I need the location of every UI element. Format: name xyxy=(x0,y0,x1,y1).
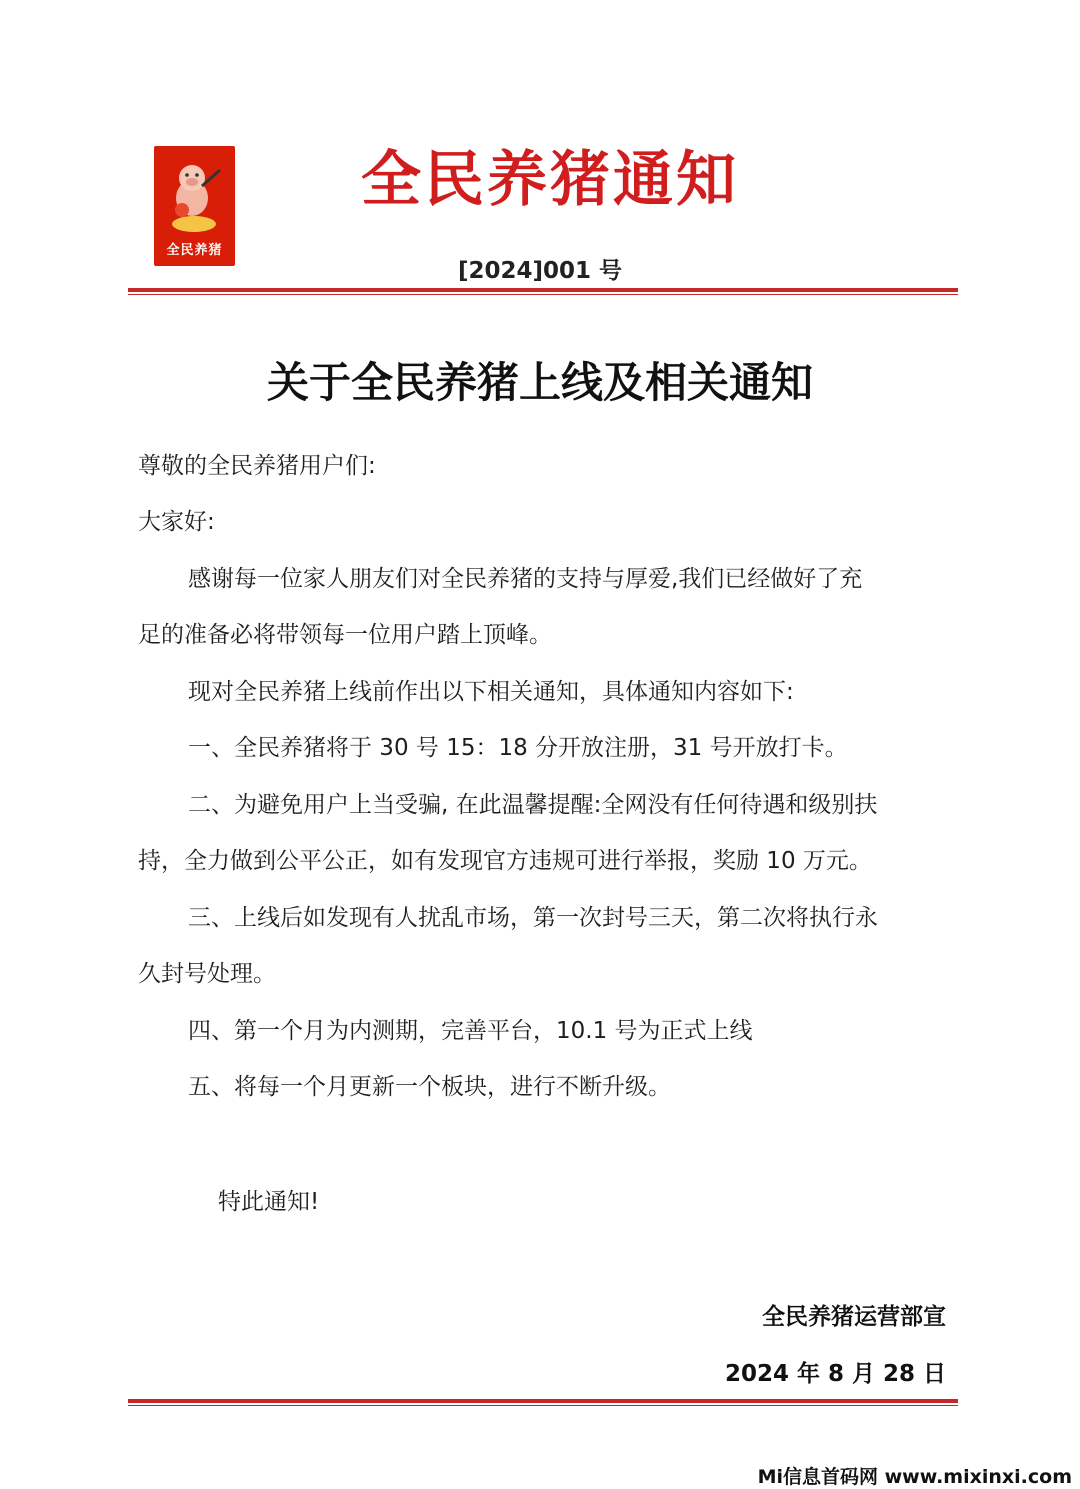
watermark: Mi信息首码网 www.mixinxi.com xyxy=(757,1466,1072,1488)
paragraph-line: 久封号处理。 xyxy=(138,961,276,987)
paragraph-line: 一、全民养猪将于 30 号 15：18 分开放注册，31 号开放打卡。 xyxy=(188,735,848,761)
logo xyxy=(154,146,235,266)
signature-date: 2024 年 8 月 28 日 xyxy=(724,1361,946,1387)
paragraph-line: 足的准备必将带领每一位用户踏上顶峰。 xyxy=(138,622,552,648)
paragraph-line: 二、为避免用户上当受骗, 在此温馨提醒:全网没有任何待遇和级别扶 xyxy=(188,792,878,818)
document-number: [2024]001 号 xyxy=(457,258,623,284)
logo-text: 全民养猪 xyxy=(166,243,223,258)
paragraph-line: 三、上线后如发现有人扰乱市场，第一次封号三天，第二次将执行永 xyxy=(188,905,878,931)
footer-rule-thin xyxy=(128,1405,958,1406)
paragraph-line: 现对全民养猪上线前作出以下相关通知，具体通知内容如下: xyxy=(188,679,794,705)
signature-department: 全民养猪运营部宣 xyxy=(762,1304,946,1330)
paragraph-line: 四、第一个月为内测期，完善平台，10.1 号为正式上线 xyxy=(188,1018,753,1044)
pig-mascot-icon xyxy=(162,156,227,236)
hello-line: 大家好: xyxy=(138,509,215,535)
closing-line: 特此通知! xyxy=(218,1189,320,1215)
header-rule-thin xyxy=(128,294,958,295)
header-title: 全民养猪通知 xyxy=(361,145,739,215)
paragraph-line: 感谢每一位家人朋友们对全民养猪的支持与厚爱,我们已经做好了充 xyxy=(188,566,863,592)
notice-title: 关于全民养猪上线及相关通知 xyxy=(266,358,813,407)
paragraph-line: 五、将每一个月更新一个板块，进行不断升级。 xyxy=(188,1074,671,1100)
greeting: 尊敬的全民养猪用户们: xyxy=(138,453,376,479)
paragraph-line: 持，全力做到公平公正，如有发现官方违规可进行举报，奖励 10 万元。 xyxy=(138,848,872,874)
header-rule xyxy=(128,288,958,292)
footer-rule xyxy=(128,1399,958,1403)
